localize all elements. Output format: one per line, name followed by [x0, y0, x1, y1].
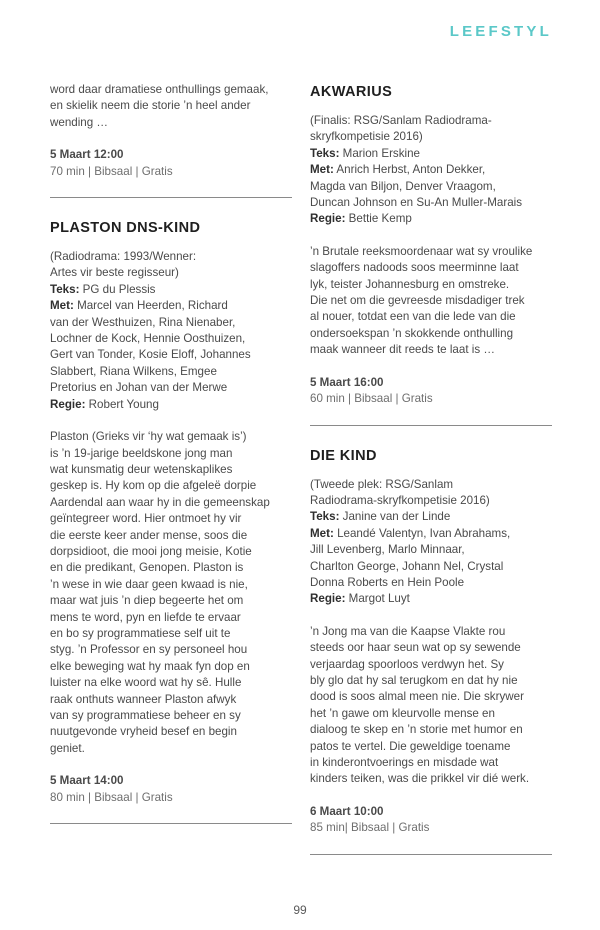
- desc-line: steeds oor haar seun wat op sy sewende: [310, 641, 521, 655]
- teks-line: [310, 146, 552, 162]
- teks-value: Marion Erskine: [342, 146, 420, 160]
- teks-value: PG du Plessis: [82, 282, 156, 296]
- right-column: [310, 82, 552, 855]
- desc-line: Aardendal aan waar hy in die gemeenskap: [50, 495, 270, 509]
- desc-line: het ’n gawe om kleurvolle mense en: [310, 706, 495, 720]
- desc-line: en bo sy programmatiese self uit te: [50, 626, 231, 640]
- show-title: DIE KIND: [310, 447, 377, 464]
- teks-value: Janine van der Linde: [342, 510, 451, 524]
- desc-line: geniet.: [50, 741, 85, 755]
- regie-line: [50, 397, 292, 413]
- met-line: Slabbert, Riana Wilkens, Emgee: [50, 364, 217, 378]
- desc-line: Die net om die gevreesde misdadiger trek: [310, 294, 525, 308]
- left-column: [50, 82, 292, 824]
- desc-line: is ’n 19-jarige beeldskone jong man: [50, 446, 233, 460]
- intro-meta: 70 min | Bibsaal | Gratis: [50, 164, 173, 178]
- desc-line: raak onthuts wanneer Plaston afwyk: [50, 692, 237, 706]
- met-label: Met:: [310, 163, 334, 177]
- desc-line: slagoffers nadoods soos meerminne laat: [310, 261, 519, 275]
- divider: [310, 854, 552, 855]
- desc-line: patos te vertel. Die geweldige toename: [310, 739, 511, 753]
- regie-value: Robert Young: [88, 397, 159, 411]
- show-info-line: (Finalis: RSG/Sanlam Radiodrama-: [310, 114, 492, 127]
- show-credits: [50, 249, 292, 413]
- met-line: [310, 162, 552, 178]
- met-line: van der Westhuizen, Rina Nienaber,: [50, 315, 236, 329]
- show-credits: [310, 113, 552, 228]
- met-value: Anrich Herbst, Anton Dekker,: [336, 163, 486, 177]
- show-date: 6 Maart 10:00: [310, 804, 384, 818]
- show-title: PLASTON DNS-KIND: [50, 220, 201, 237]
- show-description: [50, 429, 292, 757]
- show-meta: 80 min | Bibsaal | Gratis: [50, 790, 173, 804]
- desc-line: al nouer, totdat een van die lede van die: [310, 310, 516, 324]
- regie-value: Bettie Kemp: [348, 212, 412, 226]
- met-label: Met:: [50, 299, 74, 313]
- intro-date: 5 Maart 12:00: [50, 148, 124, 162]
- desc-line: lyk, teister Johannesburg en omstreke.: [310, 277, 510, 291]
- teks-label: Teks:: [310, 510, 340, 524]
- desc-line: dorpsidioot, die mooi jong meisie, Kotie: [50, 544, 252, 558]
- met-line: Magda van Biljon, Denver Vraagom,: [310, 179, 496, 193]
- desc-line: styg. ’n Professor en sy personeel hou: [50, 643, 248, 657]
- show-date: 5 Maart 14:00: [50, 774, 124, 788]
- desc-line: van sy programmatiese beheer en sy: [50, 709, 241, 722]
- desc-line: elke beweging wat hy maak fyn dop en: [50, 659, 250, 673]
- met-label: Met:: [310, 526, 334, 540]
- show-credits: [310, 477, 552, 608]
- desc-line: luister na elke woord wat hy sê. Hulle: [50, 676, 242, 690]
- teks-label: Teks:: [50, 282, 80, 296]
- regie-label: Regie:: [310, 212, 346, 226]
- intro-line: wending …: [50, 115, 109, 129]
- show-info-line: skryfkompetisie 2016): [310, 130, 423, 144]
- desc-line: dood is soos almal meen nie. Die skrywer: [310, 690, 524, 704]
- met-line: Donna Roberts en Hein Poole: [310, 575, 465, 589]
- show-info-line: Radiodrama-skryfkompetisie 2016): [310, 493, 490, 507]
- regie-value: Margot Luyt: [348, 592, 410, 606]
- met-line: Charlton George, Johann Nel, Crystal: [310, 559, 504, 573]
- met-line: Lochner de Kock, Hennie Oosthuizen,: [50, 332, 246, 346]
- desc-line: wat kunsmatig deur wetenskaplikes: [50, 462, 233, 476]
- desc-line: mens te word, pyn en liefde te ervaar: [50, 610, 241, 624]
- show-description: [310, 624, 552, 788]
- met-value: Marcel van Heerden, Richard: [77, 299, 228, 313]
- desc-line: Plaston (Grieks vir ‘hy wat gemaak is’): [50, 430, 247, 444]
- desc-line: geïntegreer word. Hier ontmoet hy vir: [50, 512, 242, 526]
- intro-paragraph: [50, 82, 292, 131]
- divider: [50, 823, 292, 824]
- met-line: Pretorius en Johan van der Merwe: [50, 381, 228, 395]
- met-line: [50, 298, 292, 314]
- desc-line: geskep is. Hy kom op die afgeleë dorpie: [50, 479, 257, 493]
- teks-line: [50, 282, 292, 298]
- desc-line: ’n Jong ma van die Kaapse Vlakte rou: [310, 624, 506, 638]
- met-value: Leandé Valentyn, Ivan Abrahams,: [337, 526, 511, 540]
- met-line: Jill Levenberg, Marlo Minnaar,: [310, 543, 465, 557]
- regie-line: [310, 591, 552, 607]
- desc-line: maak wanneer dit reeds te laat is …: [310, 343, 495, 357]
- desc-line: nuutgevonde vryheid besef en begin: [50, 725, 237, 739]
- desc-line: ondersoekspan ’n skokkende onthulling: [310, 326, 514, 340]
- met-line: Gert van Tonder, Kosie Eloff, Johannes: [50, 348, 251, 362]
- desc-line: dialoog te skep en ’n storie met humor en: [310, 723, 523, 737]
- show-info-line: (Radiodrama: 1993/Wenner:: [50, 250, 197, 264]
- show-description: [310, 244, 552, 359]
- desc-line: kinders teiken, was die prikkel vir dié werk.: [310, 772, 530, 786]
- desc-line: in kinderontvoerings en misdade wat: [310, 756, 499, 769]
- show-meta: 85 min| Bibsaal | Gratis: [310, 821, 430, 835]
- page-number: 99: [293, 903, 307, 917]
- regie-line: [310, 211, 552, 227]
- desc-line: en die predikant, Genopen. Plaston is: [50, 561, 244, 575]
- section-label: LEEFSTYL: [449, 23, 552, 40]
- desc-line: bly glo dat hy sal terugkom en dat hy nie: [310, 673, 518, 687]
- met-line: Duncan Johnson en Su-An Muller-Marais: [310, 196, 523, 210]
- regie-label: Regie:: [310, 592, 346, 606]
- intro-line: word daar dramatiese onthullings gemaak,: [50, 83, 269, 96]
- intro-line: en skielik neem die storie ’n heel ander: [50, 99, 251, 113]
- show-meta: 60 min | Bibsaal | Gratis: [310, 392, 433, 406]
- desc-line: die eerste keer ander mense, soos die: [50, 528, 248, 542]
- desc-line: verjaardag spoorloos verdwyn het. Sy: [310, 657, 504, 671]
- desc-line: ’n Brutale reeksmoordenaar wat sy vroulike: [310, 244, 533, 258]
- desc-line: maar wat juis ’n diep begeerte het om: [50, 594, 244, 608]
- show-info-line: Artes vir beste regisseur): [50, 266, 179, 280]
- show-title: AKWARIUS: [310, 84, 393, 100]
- teks-line: [310, 509, 552, 525]
- regie-label: Regie:: [50, 397, 86, 411]
- teks-label: Teks:: [310, 146, 340, 160]
- met-line: [310, 526, 552, 542]
- desc-line: ’n wese in wie daar geen kwaad is nie,: [50, 577, 248, 591]
- show-info-line: (Tweede plek: RSG/Sanlam: [310, 477, 454, 491]
- show-date: 5 Maart 16:00: [310, 375, 384, 389]
